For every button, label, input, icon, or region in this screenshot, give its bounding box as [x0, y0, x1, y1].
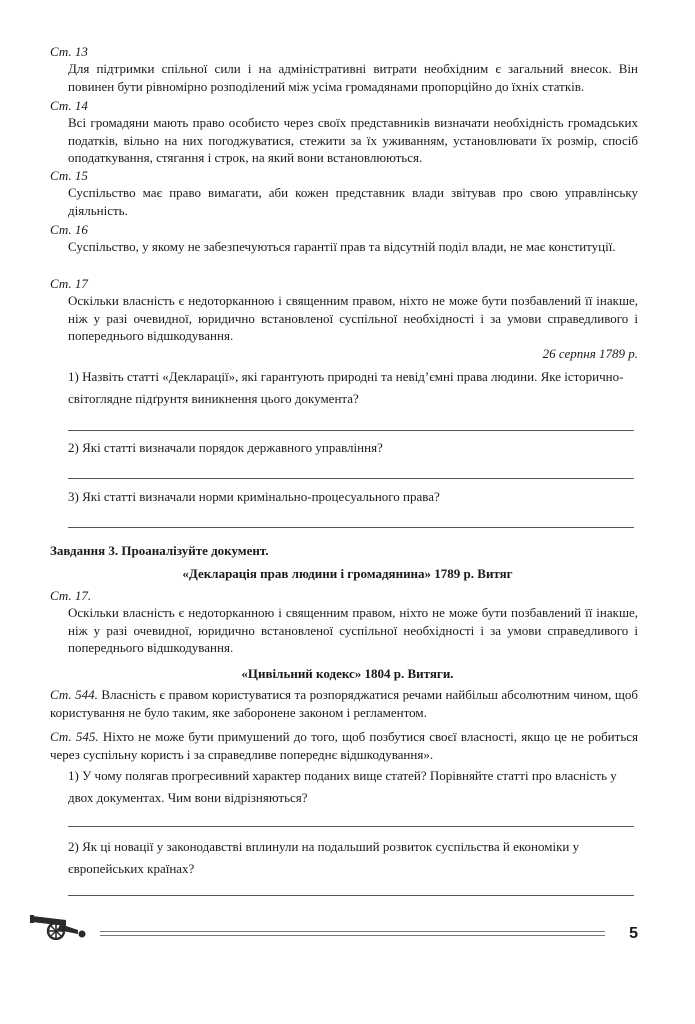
question-2: 2) Які статті визначали порядок державного управління?: [68, 440, 383, 455]
cannon-icon: [30, 910, 90, 940]
page-number: 5: [629, 925, 638, 942]
article-544: [50, 686, 638, 721]
article-label: Ст. 17.: [50, 588, 92, 603]
article-text: Суспільство має право вимагати, аби кожен представник влади звітував про свою управлінську діяльність.: [68, 185, 638, 218]
document-date: 26 серпня 1789 р.: [542, 346, 638, 361]
article-text: Оскільки власність є недоторканною і священним правом, ніхто не може бути позбавлений її інакше, ніж у разі очевидної, юридично встановленої суспільної необхідності і за умови справедливого і попереднього відшкодування.: [68, 293, 638, 343]
answer-line[interactable]: [68, 430, 634, 431]
article-text: Для підтримки спільної сили і на адміністративні витрати необхідним є загальний внесок. Він повинен бути рівномірно розподілений між усіма громадянами пропорційно до їхніх статків.: [68, 61, 638, 94]
article-label: Ст. 13: [50, 44, 88, 59]
article-text: Власність є правом користуватися та розпоряджатися речами найбільш абсолютним чином, щоб користування не було таким, яке заборонене законом і регламентом.: [50, 687, 638, 720]
document-title: «Декларація прав людини і громадянина» 1789 р. Витяг: [182, 566, 513, 581]
article-label: Ст. 15: [50, 168, 88, 183]
answer-line[interactable]: [68, 895, 634, 896]
article-label: Ст. 17: [50, 276, 88, 291]
answer-line[interactable]: [68, 527, 634, 528]
footer-rule: [100, 931, 605, 932]
question-2: 2) Як ці новації у законодавстві вплинули на подальший розвиток суспільства й економіки у європейських країнах?: [68, 839, 580, 876]
article-label: Ст. 544.: [50, 687, 98, 702]
article-label: Ст. 545.: [50, 729, 99, 744]
article-text: Ніхто не може бути примушений до того, щоб позбутися своєї власності, якщо це не робиться через суспільну користь і за справедливе попереднє відшкодування».: [50, 729, 638, 762]
question-1: 1) У чому полягав прогресивний характер поданих вище статей? Порівняйте статті про власність у двох документах. Чим вони відрізняються?: [68, 768, 617, 805]
article-label: Ст. 14: [50, 98, 88, 113]
question-3: 3) Які статті визначали норми кримінально-процесуального права?: [68, 489, 440, 504]
answer-line[interactable]: [68, 478, 634, 479]
question-1: 1) Назвіть статті «Декларації», які гарантують природні та невід’ємні права людини. Яке історично-світоглядне підґрунтя виникнення цього документа?: [68, 369, 624, 406]
task-heading: Завдання 3. Проаналізуйте документ.: [50, 543, 269, 558]
footer-rule: [100, 935, 605, 936]
article-text: Всі громадяни мають право особисто через своїх представників визначати необхідність громадських податків, вільно на них погоджуватися, стежити за їх уживанням, установлювати їх розмір, спосіб оподаткування, стягання і строк, на який вони встановлюються.: [68, 115, 638, 165]
article-label: Ст. 16: [50, 222, 88, 237]
article-text: Оскільки власність є недоторканною і священним правом, ніхто не може бути позбавлений її інакше, ніж у разі очевидної, юридично встановленої суспільної необхідності і за умови справедливого і попереднього відшкодування.: [68, 605, 638, 655]
document-title: «Цивільний кодекс» 1804 р. Витяги.: [241, 666, 454, 681]
answer-line[interactable]: [68, 826, 634, 827]
article-545: [50, 728, 638, 763]
article-text: Суспільство, у якому не забезпечуються гарантії прав та відсутній поділ влади, не має конституції.: [68, 239, 616, 254]
